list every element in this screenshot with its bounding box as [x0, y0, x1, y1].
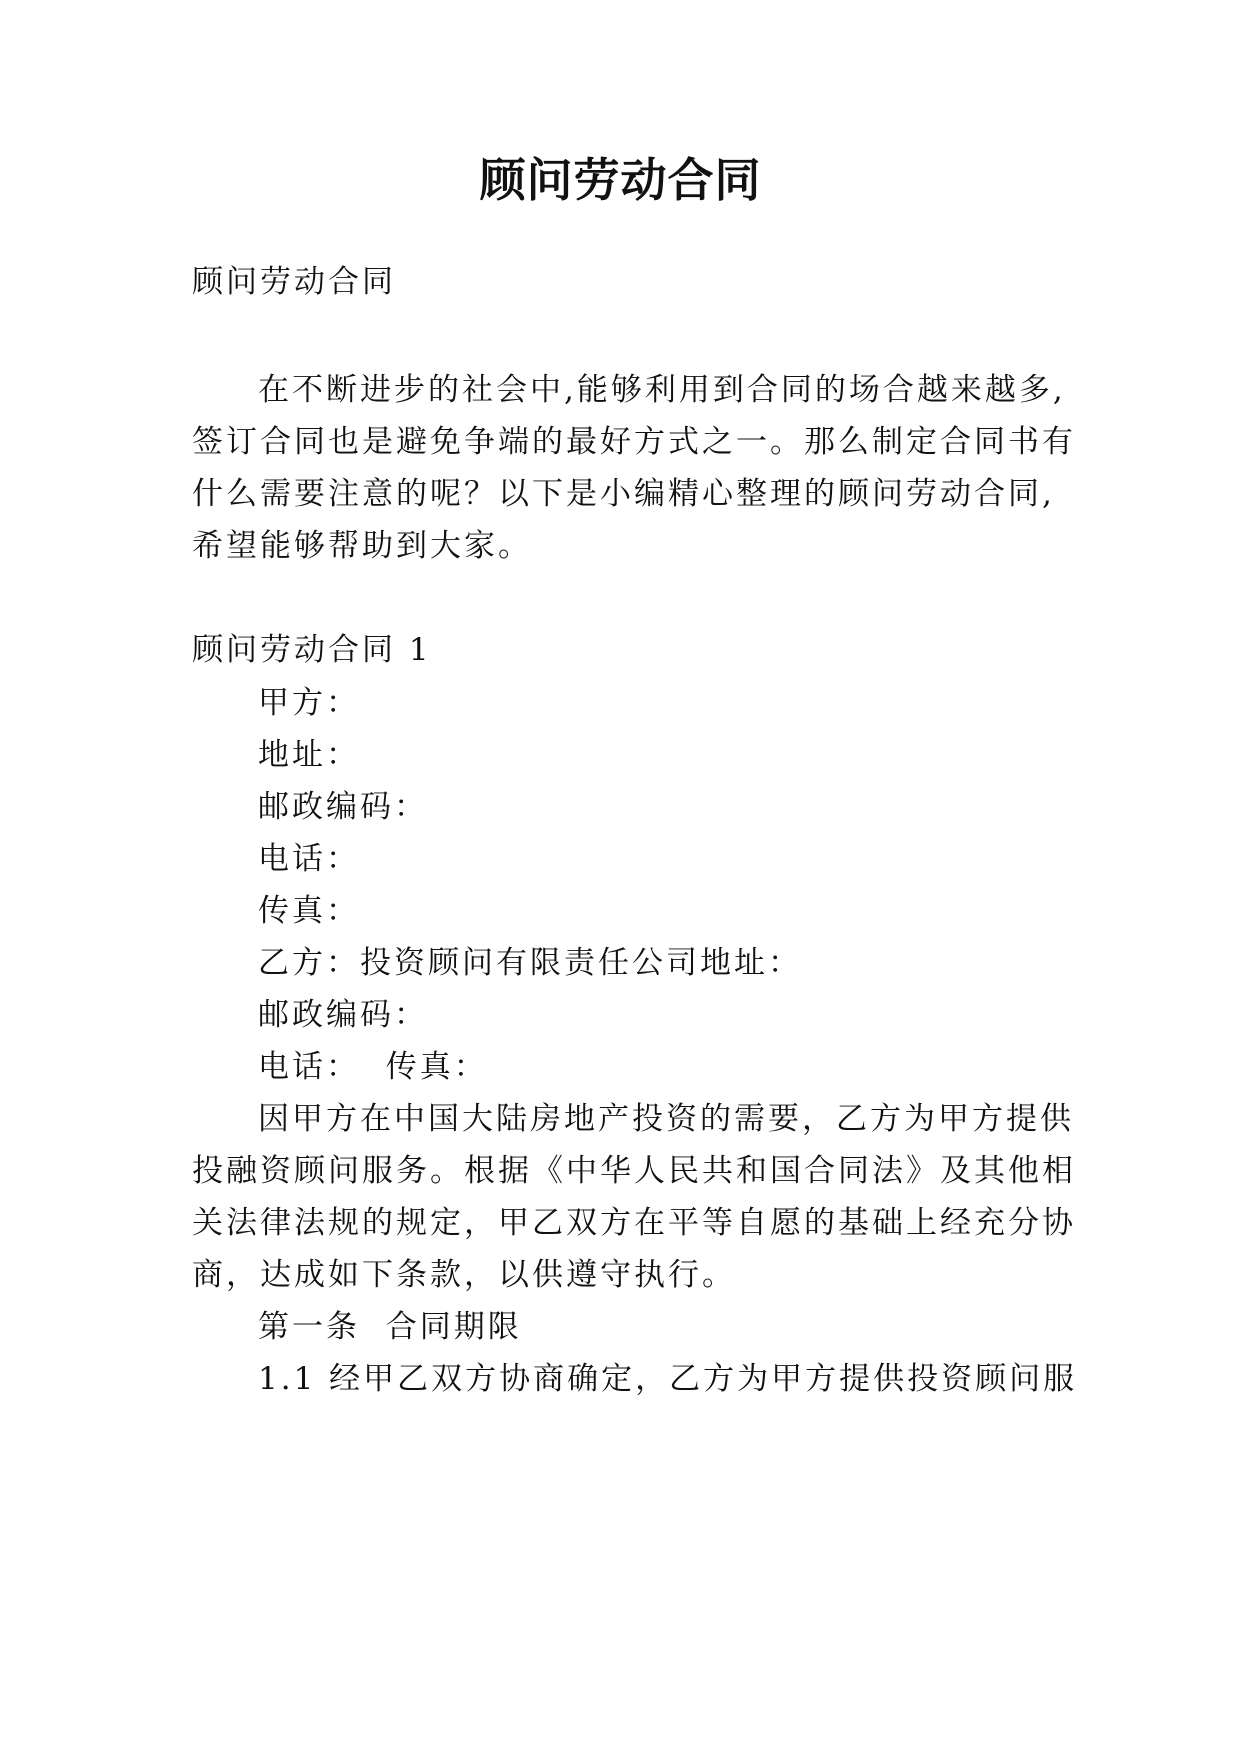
clause-1-1: 1.1 经甲乙双方协商确定，乙方为甲方提供投资顾问服 — [258, 1361, 1078, 1397]
party-a-label: 甲方： — [258, 685, 360, 721]
party-a-address: 地址： — [258, 737, 360, 773]
intro-line-2: 签订合同也是避免争端的最好方式之一。那么制定合同书有 — [192, 424, 1076, 460]
intro-line-4: 希望能够帮助到大家。 — [192, 528, 532, 564]
party-b-postcode: 邮政编码： — [258, 997, 428, 1033]
party-a-postcode: 邮政编码： — [258, 789, 428, 825]
article-1-heading: 第一条 合同期限 — [258, 1309, 522, 1345]
party-a-fax: 传真： — [258, 893, 360, 929]
document-subtitle: 顾问劳动合同 — [192, 264, 396, 300]
document-title: 顾问劳动合同 — [479, 153, 762, 207]
preamble-line-4: 商，达成如下条款，以供遵守执行。 — [192, 1257, 736, 1293]
intro-line-1: 在不断进步的社会中,能够利用到合同的场合越来越多, — [258, 372, 1066, 408]
contract-heading: 顾问劳动合同 1 — [192, 632, 432, 668]
intro-line-3: 什么需要注意的呢？以下是小编精心整理的顾问劳动合同, — [192, 476, 1055, 512]
preamble-line-1: 因甲方在中国大陆房地产投资的需要，乙方为甲方提供 — [258, 1101, 1074, 1137]
party-b-line: 乙方：投资顾问有限责任公司地址： — [258, 945, 802, 981]
preamble-line-3: 关法律法规的规定，甲乙双方在平等自愿的基础上经充分协 — [192, 1205, 1076, 1241]
party-a-phone: 电话： — [258, 841, 360, 877]
party-b-phone-fax: 电话： 传真： — [258, 1049, 488, 1085]
preamble-line-2: 投融资顾问服务。根据《中华人民共和国合同法》及其他相 — [192, 1153, 1076, 1189]
